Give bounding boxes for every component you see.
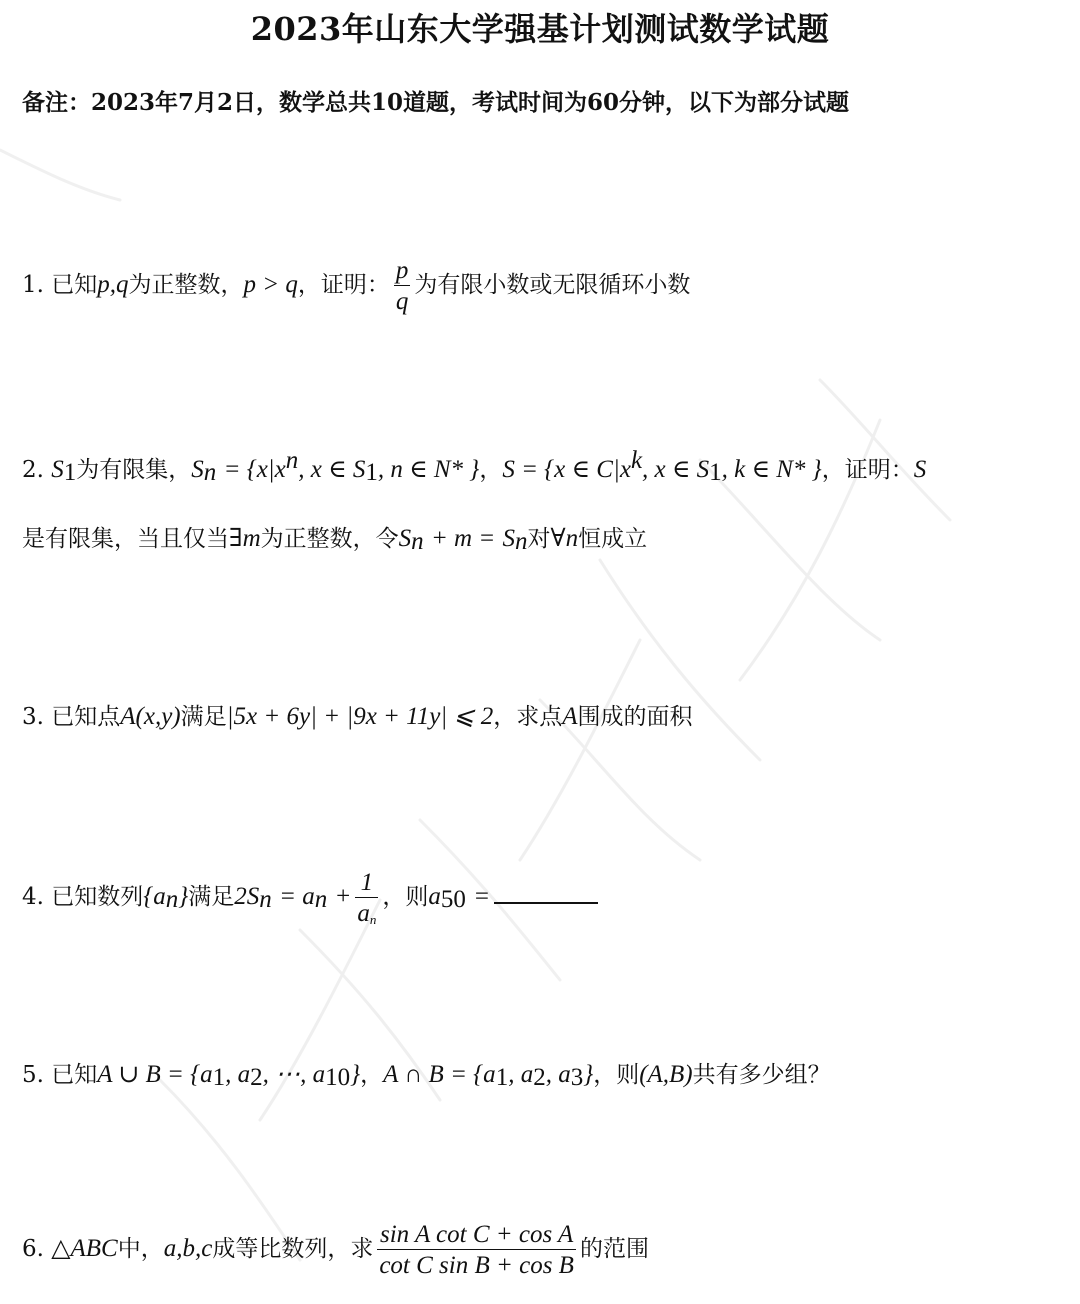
fraction-trig-expression: $\frac{\text{sin A cot C + cos A}}{\text{cot C sin B + cos B}}$ <box>379 1221 574 1279</box>
fraction-one-over-an: $\frac{1}{a_n}$ <box>357 869 377 927</box>
answer-blank[interactable] <box>494 884 598 904</box>
question-2-line-1: 2. $S_1$为有限集，$S_n = \{x|x^n$, x ∈ $S_1$, n ∈ N* }，S = {x ∈ $C|x^k$, x ∈ $S_1$, k ∈ N* }，证明：S <box>22 447 927 486</box>
question-6: 6. △ABC中，a,b,c成等比数列，求 $\frac{\text{sin A cot C + cos A}}{\text{cot C sin B + cos B}}$ 的范围 <box>22 1221 649 1279</box>
question-4: 4. 已知数列$\{a_n\}$满足$2S_n = a_n$ + $\frac{1}{a_n}$ ，则$a_{50}$ = <box>22 870 598 926</box>
question-2-line-2: 是有限集，当且仅当∃m为正整数，令$S_n + m = S_n$对∀n恒成立 <box>22 525 648 555</box>
exam-note: 备注：2023年7月2日，数学总共10道题，考试时间为60分钟，以下为部分试题 <box>22 89 850 116</box>
question-3: 3. 已知点A(x,y)满足|5x + 6y| + |9x + 11y| ⩽ 2，求点A围成的面积 <box>22 703 693 730</box>
question-1: 1. 已知p,q为正整数，p > q，证明： $\frac{p}{q}$ 为有限小数或无限循环小数 <box>22 257 691 315</box>
fraction-p-over-q: $\frac{p}{q}$ <box>395 257 409 315</box>
page-title: 2023年山东大学强基计划测试数学试题 <box>250 10 830 48</box>
question-5: 5. 已知A ∪ $B = \{a_1$, $a_2$, ⋯, $a_{10}$}，A ∩ $B = \{a_1$, $a_2$, $a_3$}，则(A,B)共有多少组？ <box>22 1061 831 1091</box>
